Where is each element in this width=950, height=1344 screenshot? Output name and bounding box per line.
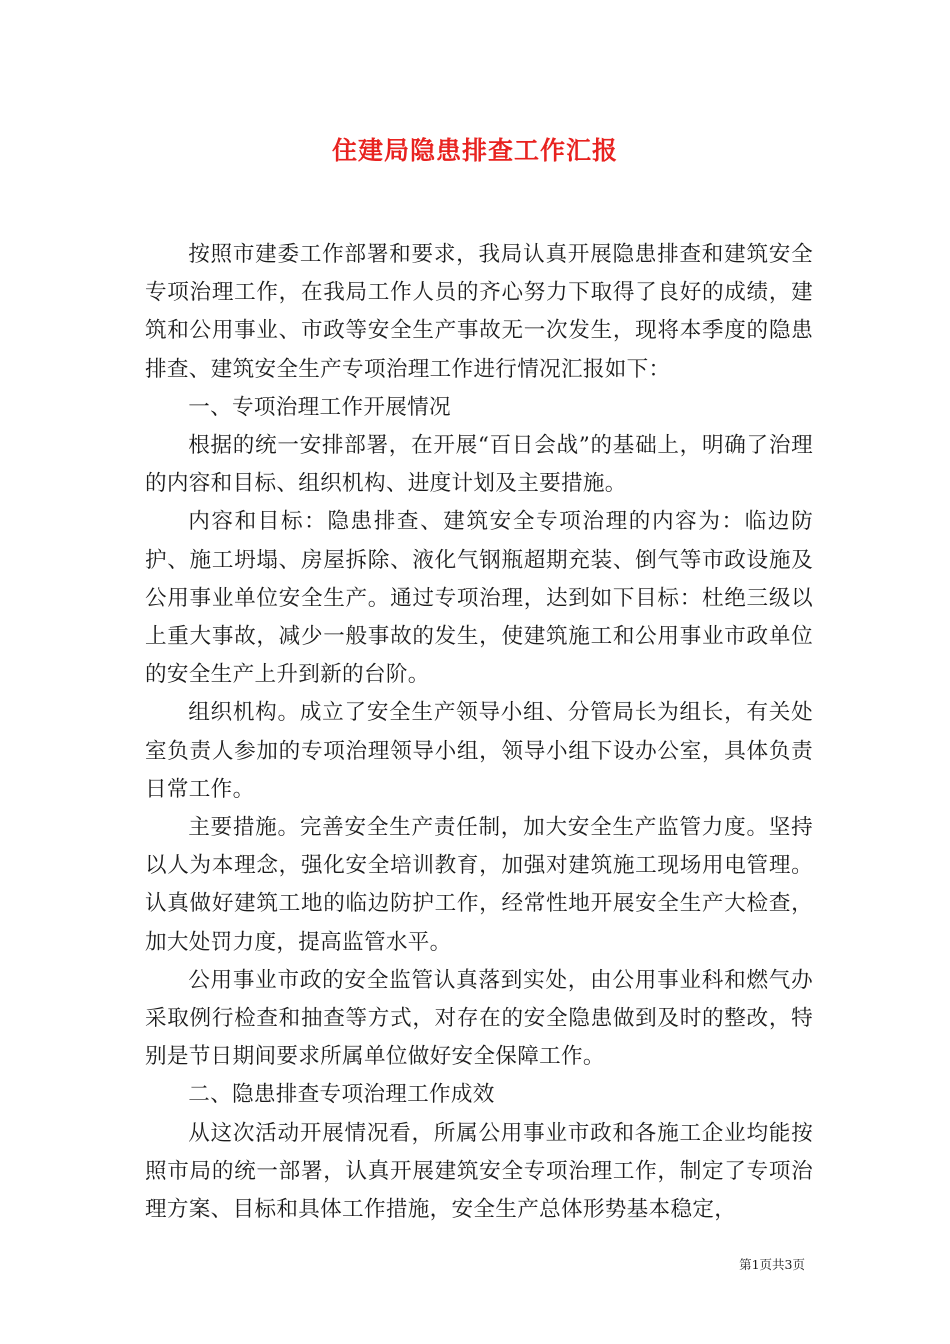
paragraph-intro: 按照市建委工作部署和要求，我局认真开展隐患排查和建筑安全专项治理工作，在我局工作人员的齐心努力下取得了良好的成绩，建筑和公用事业、市政等安全生产事故无一次发生，现将本季度的隐患排查、建筑安全生产专项治理工作进行情况汇报如下： — [145, 242, 813, 382]
document-title: 住建局隐患排查工作汇报 — [331, 136, 618, 165]
document-body — [145, 236, 813, 1229]
paragraph: 根据的统一安排部署，在开展“百日会战”的基础上，明确了治理的内容和目标、组织机构、进度计划及主要措施。 — [145, 433, 813, 497]
paragraph: 公用事业市政的安全监管认真落到实处，由公用事业科和燃气办采取例行检查和抽查等方式，对存在的安全隐患做到及时的整改，特别是节日期间要求所属单位做好安全保障工作。 — [145, 967, 813, 1070]
section-heading-1: 一、专项治理工作开展情况 — [188, 394, 451, 420]
paragraph: 主要措施。完善安全生产责任制，加大安全生产监管力度。坚持以人为本理念，强化安全培训教育，加强对建筑施工现场用电管理。认真做好建筑工地的临边防护工作，经常性地开展安全生产大检查，加大处罚力度，提高监管水平。 — [145, 815, 813, 955]
paragraph: 从这次活动开展情况看，所属公用事业市政和各施工企业均能按照市局的统一部署，认真开展建筑安全专项治理工作，制定了专项治理方案、目标和具体工作措施，安全生产总体形势基本稳定， — [145, 1120, 813, 1223]
page-number-footer: 第1页共3页 — [739, 1257, 805, 1272]
section-heading-2: 二、隐患排查专项治理工作成效 — [188, 1082, 495, 1108]
paragraph: 组织机构。成立了安全生产领导小组、分管局长为组长，有关处室负责人参加的专项治理领导小组，领导小组下设办公室，具体负责日常工作。 — [145, 700, 813, 802]
paragraph: 内容和目标：隐患排查、建筑安全专项治理的内容为：临边防护、施工坍塌、房屋拆除、液化气钢瓶超期充装、倒气等市政设施及公用事业单位安全生产。通过专项治理，达到如下目标：杜绝三级以上重大事故，减少一般事故的发生，使建筑施工和公用事业市政单位的安全生产上升到新的台阶。 — [145, 509, 813, 688]
